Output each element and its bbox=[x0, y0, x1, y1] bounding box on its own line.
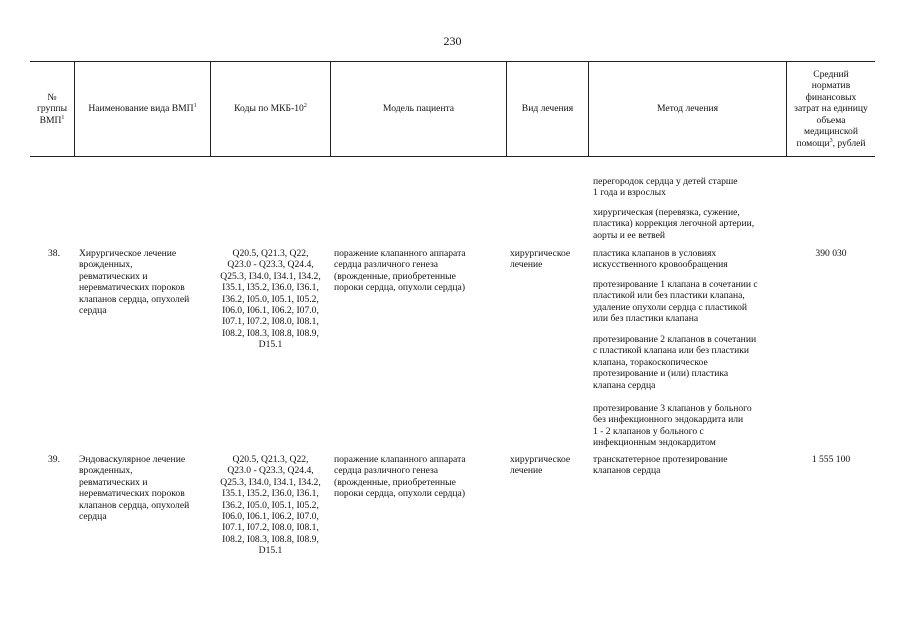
page-number: 230 bbox=[443, 34, 462, 48]
method-continuation: хирургическая (перевязка, сужение, пластика) коррекция легочной артерии, аорты и ее ветвей bbox=[593, 207, 755, 241]
header-icd-codes: Коды по МКБ-$10^2$ bbox=[234, 103, 307, 115]
header-treatment-type: Вид лечения bbox=[521, 103, 574, 115]
treatment-type: хирургическое лечение bbox=[510, 454, 571, 477]
treatment-method: протезирование 2 клапанов в сочетании с пластикой клапана или без пластики клапана, торакоскопическое протезирование и (или) пластика клапана сердца bbox=[593, 334, 757, 391]
header-treatment-method: Метод лечения bbox=[656, 103, 719, 115]
patient-model: поражение клапанного аппарата сердца различного генеза (врожденные, приобретенные пороки сердца, опухоли сердца) bbox=[334, 454, 466, 500]
header-vmp-name: Наименование вида ВМП$^1$ bbox=[88, 103, 197, 115]
header-patient-model: Модель пациента bbox=[382, 103, 455, 115]
patient-model: поражение клапанного аппарата сердца различного генеза (врожденные, приобретенные пороки сердца, опухоли сердца) bbox=[334, 248, 466, 294]
treatment-method: пластика клапанов в условиях искусственного кровообращения bbox=[593, 248, 728, 271]
treatment-method: транскатетерное протезирование клапанов сердца bbox=[593, 454, 728, 477]
treatment-type: хирургическое лечение bbox=[510, 248, 571, 271]
method-continuation: перегородок сердца у детей старше 1 года и взрослых bbox=[593, 176, 738, 199]
row-number: 38. bbox=[48, 248, 60, 259]
header-average-cost: Средний норматив финансовых затрат на единицу объема медицинской помощи$^3$, рублей bbox=[794, 69, 868, 149]
treatment-method: протезирование 1 клапана в сочетании с пластикой или без пластики клапана, удаление опухоли сердца с пластикой или без пластики клапана bbox=[593, 279, 758, 325]
vmp-name: Хирургическое лечение врожденных, ревматических и неревматических пороков клапанов сердца, опухолей сердца bbox=[79, 248, 190, 317]
treatment-method: протезирование 3 клапанов у больного без инфекционного эндокардита или 1 - 2 клапанов у больного с инфекционным эндокардитом bbox=[593, 403, 752, 449]
vmp-name: Эндоваскулярное лечение врожденных, ревматических и неревматических пороков клапанов сердца, опухолей сердца bbox=[79, 454, 190, 523]
icd-codes: Q20.5, Q21.3, Q22, Q23.0 - Q23.3, Q24.4, Q25.3, I34.0, I34.1, I34.2, I35.1, I35.2, I36.0, I36.1, I36.2, I05.0, I05.1, I05.2, I06.0, I06.1, I06.2, I07.0, I07.1, I07.2, I08.0, I08.1, I08.2, I08.3, I08.8, I08.9, D15.1 bbox=[220, 248, 321, 351]
header-group-number: № группы ВМП$^1$ bbox=[36, 91, 68, 126]
header-bottom-rule bbox=[30, 156, 875, 157]
average-cost: 1 555 100 bbox=[811, 454, 851, 465]
icd-codes: Q20.5, Q21.3, Q22, Q23.0 - Q23.3, Q24.4, Q25.3, I34.0, I34.1, I34.2, I35.1, I35.2, I36.0, I36.1, I36.2, I05.0, I05.1, I05.2, I06.0, I06.1, I06.2, I07.0, I07.1, I07.2, I08.0, I08.1, I08.2, I08.3, I08.8, I08.9, D15.1 bbox=[220, 454, 321, 557]
row-number: 39. bbox=[48, 454, 60, 465]
average-cost: 390 030 bbox=[815, 248, 847, 259]
